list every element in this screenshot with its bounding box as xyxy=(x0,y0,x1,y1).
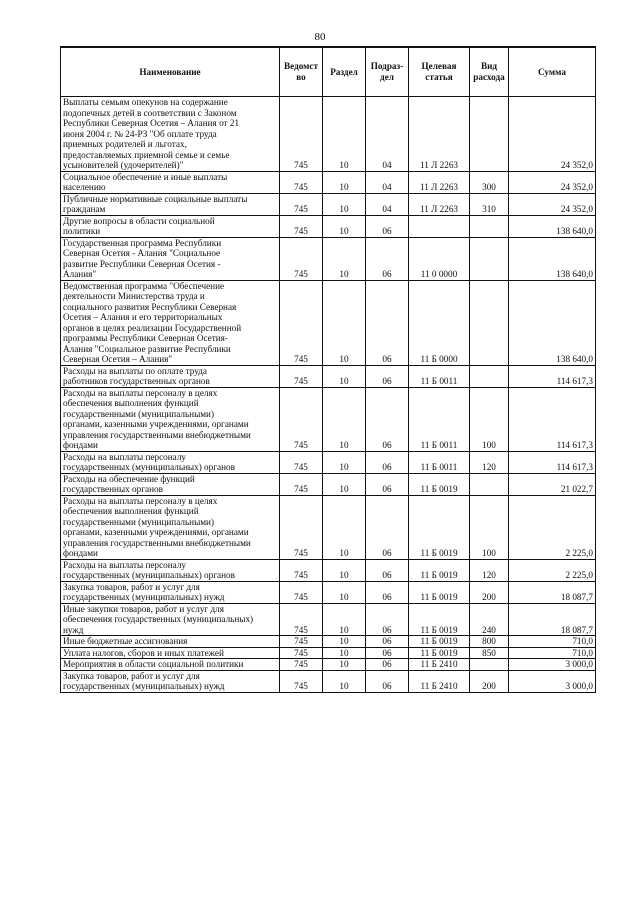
table-row xyxy=(61,473,596,495)
row-subsection: 06 xyxy=(366,473,409,495)
table-row xyxy=(61,193,596,215)
row-section: 10 xyxy=(323,581,366,603)
row-dept: 745 xyxy=(280,387,323,451)
row-dept: 745 xyxy=(280,237,323,280)
row-amount: 18 087,7 xyxy=(509,603,596,636)
row-name: Расходы на выплаты персоналу государственных (муниципальных) органов xyxy=(61,451,280,473)
row-target: 11 Л 2263 xyxy=(409,193,470,215)
table-row xyxy=(61,280,596,365)
table-row xyxy=(61,559,596,581)
row-expense-type xyxy=(470,659,509,671)
row-amount: 114 617,3 xyxy=(509,451,596,473)
row-dept: 745 xyxy=(280,365,323,387)
row-amount: 138 640,0 xyxy=(509,237,596,280)
row-subsection: 06 xyxy=(366,581,409,603)
table-row xyxy=(61,215,596,237)
row-expense-type: 310 xyxy=(470,193,509,215)
row-target: 11 0 0000 xyxy=(409,237,470,280)
row-dept: 745 xyxy=(280,581,323,603)
row-expense-type xyxy=(470,365,509,387)
header-target: Целевая статья xyxy=(409,47,470,97)
row-subsection: 06 xyxy=(366,670,409,692)
table-row xyxy=(61,171,596,193)
row-amount: 3 000,0 xyxy=(509,659,596,671)
row-dept: 745 xyxy=(280,670,323,692)
row-dept: 745 xyxy=(280,559,323,581)
row-name: Мероприятия в области социальной политики xyxy=(61,659,280,671)
row-dept: 745 xyxy=(280,659,323,671)
table-row xyxy=(61,647,596,659)
table-row xyxy=(61,365,596,387)
row-target: 11 Б 0019 xyxy=(409,559,470,581)
row-section: 10 xyxy=(323,647,366,659)
row-subsection: 04 xyxy=(366,171,409,193)
row-subsection: 06 xyxy=(366,559,409,581)
row-name: Государственная программа Республики Северная Осетия - Алания "Социальное развитие Республики Северная Осетия - Алания" xyxy=(61,237,280,280)
row-target: 11 Б 0019 xyxy=(409,647,470,659)
row-target: 11 Л 2263 xyxy=(409,97,470,172)
budget-table xyxy=(60,46,596,693)
row-expense-type: 200 xyxy=(470,670,509,692)
row-name: Закупка товаров, работ и услуг для государственных (муниципальных) нужд xyxy=(61,581,280,603)
row-section: 10 xyxy=(323,215,366,237)
header-subsection: Подраз- дел xyxy=(366,47,409,97)
header-section: Раздел xyxy=(323,47,366,97)
row-name: Ведомственная программа "Обеспечение деятельности Министерства труда и социального развития Республики Северная Осетия – Алания и его территориальных органов в целях реализации Государственной программы Республики Северная Осетия- Алания "Социальное развитие Республики Северная Осетия – Алания" xyxy=(61,280,280,365)
row-target: 11 Б 0000 xyxy=(409,280,470,365)
row-amount: 21 022,7 xyxy=(509,473,596,495)
row-expense-type: 120 xyxy=(470,559,509,581)
row-dept: 745 xyxy=(280,193,323,215)
row-section: 10 xyxy=(323,603,366,636)
table-row xyxy=(61,603,596,636)
row-subsection: 06 xyxy=(366,495,409,559)
row-amount: 24 352,0 xyxy=(509,97,596,172)
row-name: Социальное обеспечение и иные выплаты населению xyxy=(61,171,280,193)
row-amount: 114 617,3 xyxy=(509,365,596,387)
row-amount: 138 640,0 xyxy=(509,280,596,365)
row-expense-type xyxy=(470,237,509,280)
row-target: 11 Л 2263 xyxy=(409,171,470,193)
row-expense-type: 300 xyxy=(470,171,509,193)
row-expense-type: 200 xyxy=(470,581,509,603)
row-target: 11 Б 2410 xyxy=(409,659,470,671)
row-expense-type xyxy=(470,280,509,365)
header-dept: Ведомст во xyxy=(280,47,323,97)
row-name: Расходы на выплаты персоналу государственных (муниципальных) органов xyxy=(61,559,280,581)
row-section: 10 xyxy=(323,670,366,692)
row-target: 11 Б 0019 xyxy=(409,636,470,648)
row-name: Расходы на выплаты по оплате труда работников государственных органов xyxy=(61,365,280,387)
row-subsection: 04 xyxy=(366,97,409,172)
row-subsection: 06 xyxy=(366,659,409,671)
row-expense-type: 240 xyxy=(470,603,509,636)
row-target: 11 Б 2410 xyxy=(409,670,470,692)
row-target xyxy=(409,215,470,237)
header-row xyxy=(61,47,596,97)
row-expense-type: 120 xyxy=(470,451,509,473)
row-dept: 745 xyxy=(280,215,323,237)
row-section: 10 xyxy=(323,237,366,280)
row-target: 11 Б 0019 xyxy=(409,495,470,559)
table-row xyxy=(61,581,596,603)
row-amount: 138 640,0 xyxy=(509,215,596,237)
row-section: 10 xyxy=(323,559,366,581)
row-dept: 745 xyxy=(280,603,323,636)
row-amount: 2 225,0 xyxy=(509,559,596,581)
row-target: 11 Б 0019 xyxy=(409,473,470,495)
row-amount: 24 352,0 xyxy=(509,193,596,215)
row-section: 10 xyxy=(323,451,366,473)
row-dept: 745 xyxy=(280,171,323,193)
row-dept: 745 xyxy=(280,451,323,473)
row-subsection: 06 xyxy=(366,603,409,636)
row-expense-type: 800 xyxy=(470,636,509,648)
row-subsection: 06 xyxy=(366,237,409,280)
header-amount: Сумма xyxy=(509,47,596,97)
row-name: Расходы на обеспечение функций государственных органов xyxy=(61,473,280,495)
row-section: 10 xyxy=(323,387,366,451)
row-name: Закупка товаров, работ и услуг для государственных (муниципальных) нужд xyxy=(61,670,280,692)
row-amount: 710,0 xyxy=(509,636,596,648)
row-name: Публичные нормативные социальные выплаты гражданам xyxy=(61,193,280,215)
row-amount: 24 352,0 xyxy=(509,171,596,193)
table-row xyxy=(61,237,596,280)
row-target: 11 Б 0019 xyxy=(409,603,470,636)
row-amount: 3 000,0 xyxy=(509,670,596,692)
row-amount: 114 617,3 xyxy=(509,387,596,451)
table-row xyxy=(61,495,596,559)
row-subsection: 06 xyxy=(366,280,409,365)
row-subsection: 06 xyxy=(366,451,409,473)
row-section: 10 xyxy=(323,473,366,495)
row-name: Расходы на выплаты персоналу в целях обеспечения выполнения функций государственными (муниципальными) органами, казенными учреждениями, органами управления государственными внебюджетными фондами xyxy=(61,495,280,559)
row-expense-type xyxy=(470,473,509,495)
row-dept: 745 xyxy=(280,97,323,172)
table-row xyxy=(61,659,596,671)
row-dept: 745 xyxy=(280,636,323,648)
row-target: 11 Б 0011 xyxy=(409,387,470,451)
header-name: Наименование xyxy=(61,47,280,97)
header-expense-type: Вид расхода xyxy=(470,47,509,97)
row-name: Иные бюджетные ассигнования xyxy=(61,636,280,648)
row-section: 10 xyxy=(323,365,366,387)
row-subsection: 06 xyxy=(366,215,409,237)
table-row xyxy=(61,387,596,451)
row-dept: 745 xyxy=(280,647,323,659)
row-subsection: 06 xyxy=(366,647,409,659)
row-expense-type xyxy=(470,97,509,172)
row-dept: 745 xyxy=(280,495,323,559)
row-name: Иные закупки товаров, работ и услуг для обеспечения государственных (муниципальных) нужд xyxy=(61,603,280,636)
row-section: 10 xyxy=(323,636,366,648)
row-target: 11 Б 0011 xyxy=(409,451,470,473)
row-dept: 745 xyxy=(280,473,323,495)
row-subsection: 06 xyxy=(366,636,409,648)
row-name: Уплата налогов, сборов и иных платежей xyxy=(61,647,280,659)
row-section: 10 xyxy=(323,659,366,671)
row-section: 10 xyxy=(323,193,366,215)
row-subsection: 06 xyxy=(366,387,409,451)
row-amount: 710,0 xyxy=(509,647,596,659)
row-section: 10 xyxy=(323,280,366,365)
table-row xyxy=(61,636,596,648)
row-name: Расходы на выплаты персоналу в целях обеспечения выполнения функций государственными (муниципальными) органами, казенными учреждениями, органами управления государственными внебюджетными фондами xyxy=(61,387,280,451)
row-section: 10 xyxy=(323,171,366,193)
table-row xyxy=(61,97,596,172)
table-row xyxy=(61,670,596,692)
row-expense-type: 100 xyxy=(470,495,509,559)
row-subsection: 04 xyxy=(366,193,409,215)
row-section: 10 xyxy=(323,495,366,559)
row-section: 10 xyxy=(323,97,366,172)
row-target: 11 Б 0011 xyxy=(409,365,470,387)
row-dept: 745 xyxy=(280,280,323,365)
row-name: Другие вопросы в области социальной политики xyxy=(61,215,280,237)
table-row xyxy=(61,451,596,473)
row-name: Выплаты семьям опекунов на содержание подопечных детей в соответствии с Законом Республики Северная Осетия – Алания от 21 июня 2004 г. № 24-РЗ "Об оплате труда приемных родителей и льготах, предоставляемых приемной семье и семье усыновителей (удочерителей)" xyxy=(61,97,280,172)
row-expense-type: 850 xyxy=(470,647,509,659)
row-expense-type: 100 xyxy=(470,387,509,451)
row-amount: 2 225,0 xyxy=(509,495,596,559)
row-amount: 18 087,7 xyxy=(509,581,596,603)
row-target: 11 Б 0019 xyxy=(409,581,470,603)
page-number: 80 xyxy=(314,31,326,43)
row-subsection: 06 xyxy=(366,365,409,387)
row-expense-type xyxy=(470,215,509,237)
